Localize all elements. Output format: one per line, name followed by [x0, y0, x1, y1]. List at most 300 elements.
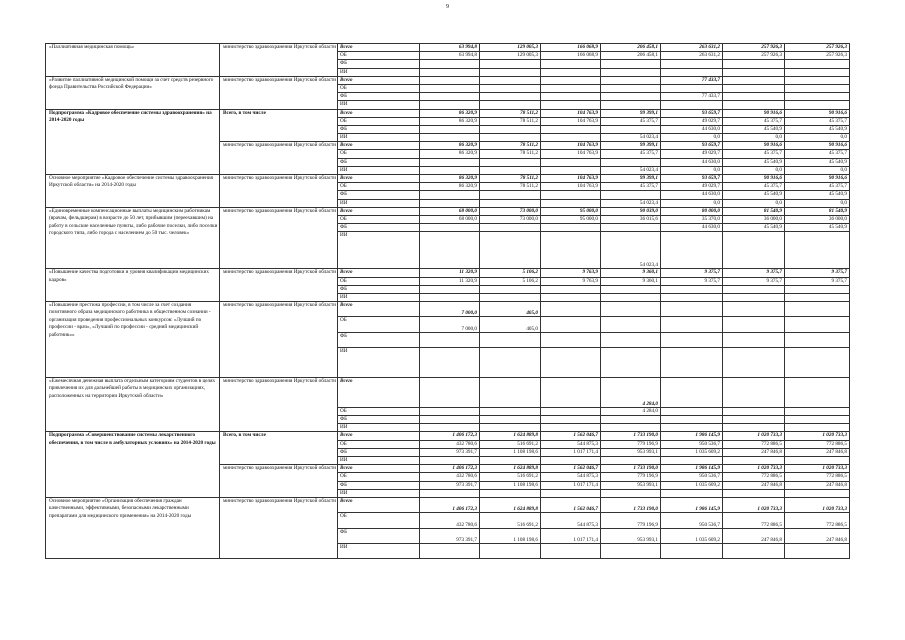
value-cell-year-2	[480, 378, 541, 408]
value-cell-year-6	[723, 84, 785, 92]
funding-source-cell: ФБ	[338, 158, 420, 166]
value-cell-year-4: 54 023,4	[601, 134, 661, 142]
funding-source-cell: ИИ	[338, 199, 420, 207]
value-cell-year-5: 263 631,2	[661, 52, 723, 60]
table-row	[46, 76, 850, 84]
value-cell-year-4: 779 196,9	[601, 473, 661, 481]
funding-source-cell: ФБ	[338, 332, 420, 347]
value-cell-year-5: 77 433,7	[661, 76, 723, 84]
table-row	[46, 302, 850, 317]
value-cell-year-1	[420, 456, 480, 464]
value-cell-year-7	[785, 101, 850, 109]
value-cell-year-1: 973 391,7	[420, 481, 480, 489]
table-row	[46, 109, 850, 117]
value-cell-year-7: 45 375,7	[785, 150, 850, 158]
value-cell-year-5: 80 000,0	[661, 207, 723, 215]
value-cell-year-4: 953 993,1	[601, 528, 661, 543]
value-cell-year-7: 1 020 733,3	[785, 432, 850, 440]
value-cell-year-4	[601, 285, 661, 293]
value-cell-year-3: 9 763,9	[541, 269, 601, 277]
activity-name-cell: Подпрограмма «Кадровое обеспечение системы здравоохранения» на 2014-2020 годы	[46, 109, 220, 175]
value-cell-year-1	[420, 285, 480, 293]
value-cell-year-1: 11 320,9	[420, 269, 480, 277]
value-cell-year-2	[480, 416, 541, 424]
value-cell-year-6: 0,0	[723, 199, 785, 207]
value-cell-year-3: 166 068,9	[541, 52, 601, 60]
table-row	[46, 432, 850, 440]
value-cell-year-5: 93 659,7	[661, 109, 723, 117]
funding-source-cell: ОБ	[338, 317, 420, 332]
value-cell-year-5: 44 630,0	[661, 125, 723, 133]
value-cell-year-1	[420, 60, 480, 68]
value-cell-year-2: 78 511,2	[480, 175, 541, 183]
value-cell-year-1	[420, 101, 480, 109]
value-cell-year-3	[541, 489, 601, 497]
value-cell-year-5: 950 536,7	[661, 473, 723, 481]
value-cell-year-4: 45 375,7	[601, 150, 661, 158]
value-cell-year-4	[601, 224, 661, 232]
funding-source-cell: ФБ	[338, 481, 420, 489]
value-cell-year-5: 49 029,7	[661, 150, 723, 158]
value-cell-year-6: 1 020 733,3	[723, 497, 785, 512]
value-cell-year-6: 772 886,5	[723, 513, 785, 528]
activity-name-cell: «Паллиативная медицинская помощь»	[46, 44, 220, 77]
value-cell-year-1: 63 994,8	[420, 52, 480, 60]
value-cell-year-5	[661, 348, 723, 378]
funding-source-cell: Всего	[338, 497, 420, 512]
value-cell-year-6	[723, 93, 785, 101]
value-cell-year-4: 953 993,1	[601, 481, 661, 489]
value-cell-year-4	[601, 302, 661, 317]
funding-source-cell: ОБ	[338, 150, 420, 158]
funding-source-cell: ОБ	[338, 117, 420, 125]
value-cell-year-1: 1 406 172,3	[420, 465, 480, 473]
table-row	[46, 44, 850, 52]
value-cell-year-1: 68 000,0	[420, 215, 480, 223]
value-cell-year-4: 54 023,4	[601, 199, 661, 207]
value-cell-year-4: 45 375,7	[601, 183, 661, 191]
value-cell-year-5	[661, 302, 723, 317]
value-cell-year-1	[420, 191, 480, 199]
value-cell-year-6: 772 886,5	[723, 440, 785, 448]
value-cell-year-7: 45 540,9	[785, 125, 850, 133]
responsible-cell: министерство здравоохранения Иркутской области	[220, 497, 338, 559]
funding-source-cell: ИИ	[338, 293, 420, 301]
value-cell-year-2	[480, 544, 541, 559]
value-cell-year-7	[785, 416, 850, 424]
value-cell-year-1	[420, 378, 480, 408]
value-cell-year-1: 973 391,7	[420, 528, 480, 543]
value-cell-year-3: 1 562 046,7	[541, 497, 601, 512]
value-cell-year-1: 7 000,0	[420, 317, 480, 332]
value-cell-year-3	[541, 166, 601, 174]
value-cell-year-7: 0,0	[785, 166, 850, 174]
value-cell-year-5	[661, 456, 723, 464]
value-cell-year-2	[480, 293, 541, 301]
responsible-cell: министерство здравоохранения Иркутской области	[220, 44, 338, 77]
value-cell-year-4: 54 023,4	[601, 166, 661, 174]
funding-source-cell: ФБ	[338, 93, 420, 101]
responsible-cell: министерство здравоохранения Иркутской области	[220, 465, 338, 498]
value-cell-year-4: 953 993,1	[601, 448, 661, 456]
value-cell-year-3	[541, 101, 601, 109]
value-cell-year-3: 1 562 046,7	[541, 465, 601, 473]
value-cell-year-2	[480, 332, 541, 347]
value-cell-year-5: 9 375,7	[661, 277, 723, 285]
value-cell-year-2	[480, 125, 541, 133]
value-cell-year-4	[601, 544, 661, 559]
value-cell-year-3: 1 017 171,4	[541, 448, 601, 456]
value-cell-year-6	[723, 489, 785, 497]
value-cell-year-5	[661, 68, 723, 76]
value-cell-year-1: 68 000,0	[420, 207, 480, 215]
funding-source-cell: ОБ	[338, 183, 420, 191]
value-cell-year-2	[480, 93, 541, 101]
value-cell-year-3	[541, 407, 601, 415]
value-cell-year-3: 104 763,9	[541, 142, 601, 150]
value-cell-year-1: 7 000,0	[420, 302, 480, 317]
value-cell-year-2	[480, 424, 541, 432]
value-cell-year-4: 99 399,1	[601, 142, 661, 150]
value-cell-year-5: 35 370,0	[661, 215, 723, 223]
value-cell-year-7: 772 886,5	[785, 440, 850, 448]
value-cell-year-7: 90 916,6	[785, 109, 850, 117]
value-cell-year-1	[420, 76, 480, 84]
value-cell-year-2	[480, 76, 541, 84]
value-cell-year-2: 78 511,2	[480, 109, 541, 117]
value-cell-year-2	[480, 199, 541, 207]
value-cell-year-2: 129 005,3	[480, 44, 541, 52]
funding-source-cell: ОБ	[338, 407, 420, 415]
value-cell-year-7: 1 020 733,3	[785, 497, 850, 512]
value-cell-year-6: 45 540,9	[723, 158, 785, 166]
value-cell-year-3	[541, 293, 601, 301]
funding-source-cell: ИИ	[338, 101, 420, 109]
value-cell-year-1	[420, 232, 480, 269]
value-cell-year-6: 772 886,5	[723, 473, 785, 481]
value-cell-year-4: 4 284,0	[601, 378, 661, 408]
value-cell-year-3	[541, 348, 601, 378]
value-cell-year-1	[420, 158, 480, 166]
value-cell-year-7	[785, 544, 850, 559]
value-cell-year-7	[785, 84, 850, 92]
activity-name-cell: «Повышение качества подготовки и уровня квалификации медицинских кадров»	[46, 269, 220, 302]
table-row	[46, 175, 850, 183]
value-cell-year-5: 93 659,7	[661, 142, 723, 150]
funding-source-cell: Всего	[338, 432, 420, 440]
funding-source-cell: ИИ	[338, 544, 420, 559]
funding-source-cell: ОБ	[338, 215, 420, 223]
value-cell-year-1	[420, 166, 480, 174]
responsible-cell: министерство здравоохранения Иркутской области	[220, 302, 338, 378]
budget-table-body	[46, 44, 850, 559]
activity-name-cell: «Ежемесячная денежная выплата отдельным категориям студентов в целях привлечения их для дальнейшей работы в медицинских организациях, расположенных на территории Иркутской области»	[46, 378, 220, 432]
value-cell-year-7: 0,0	[785, 134, 850, 142]
value-cell-year-3	[541, 302, 601, 317]
value-cell-year-5: 44 630,0	[661, 158, 723, 166]
value-cell-year-1	[420, 416, 480, 424]
value-cell-year-3	[541, 456, 601, 464]
value-cell-year-4	[601, 456, 661, 464]
funding-source-cell: ФБ	[338, 416, 420, 424]
value-cell-year-2: 405,0	[480, 302, 541, 317]
value-cell-year-3	[541, 191, 601, 199]
value-cell-year-7: 90 916,6	[785, 175, 850, 183]
value-cell-year-5: 77 433,7	[661, 93, 723, 101]
funding-source-cell: ОБ	[338, 473, 420, 481]
responsible-cell: министерство здравоохранения Иркутской области	[220, 207, 338, 269]
value-cell-year-5	[661, 332, 723, 347]
value-cell-year-4	[601, 293, 661, 301]
activity-name-cell: Подпрограмма «Совершенствование системы лекарственного обеспечения, в том числе в амбулаторных условиях» на 2014-2020 годы	[46, 432, 220, 498]
value-cell-year-5: 49 029,7	[661, 117, 723, 125]
value-cell-year-6: 45 540,9	[723, 125, 785, 133]
value-cell-year-2	[480, 191, 541, 199]
value-cell-year-6	[723, 378, 785, 408]
value-cell-year-4: 54 023,4	[601, 232, 661, 269]
value-cell-year-2	[480, 407, 541, 415]
value-cell-year-7	[785, 407, 850, 415]
value-cell-year-7: 247 846,8	[785, 528, 850, 543]
value-cell-year-6: 90 916,6	[723, 142, 785, 150]
value-cell-year-2	[480, 60, 541, 68]
value-cell-year-5	[661, 60, 723, 68]
value-cell-year-3: 1 017 171,4	[541, 528, 601, 543]
value-cell-year-6	[723, 302, 785, 317]
value-cell-year-5	[661, 407, 723, 415]
value-cell-year-1: 86 320,9	[420, 183, 480, 191]
value-cell-year-1	[420, 125, 480, 133]
value-cell-year-6	[723, 60, 785, 68]
value-cell-year-7: 247 846,8	[785, 481, 850, 489]
value-cell-year-7: 45 540,9	[785, 191, 850, 199]
value-cell-year-4	[601, 125, 661, 133]
value-cell-year-4: 99 399,1	[601, 109, 661, 117]
value-cell-year-7: 45 375,7	[785, 117, 850, 125]
value-cell-year-7	[785, 302, 850, 317]
value-cell-year-1: 1 406 172,3	[420, 432, 480, 440]
value-cell-year-1	[420, 424, 480, 432]
value-cell-year-2	[480, 285, 541, 293]
value-cell-year-1: 86 320,9	[420, 150, 480, 158]
value-cell-year-6	[723, 285, 785, 293]
table-row	[46, 378, 850, 408]
value-cell-year-5	[661, 416, 723, 424]
value-cell-year-6: 90 916,6	[723, 175, 785, 183]
value-cell-year-7: 247 846,8	[785, 448, 850, 456]
value-cell-year-6	[723, 407, 785, 415]
value-cell-year-3	[541, 199, 601, 207]
responsible-cell: министерство здравоохранения Иркутской области	[220, 175, 338, 208]
value-cell-year-4: 1 733 190,0	[601, 465, 661, 473]
value-cell-year-5: 9 375,7	[661, 269, 723, 277]
table-row	[46, 207, 850, 215]
value-cell-year-6: 9 375,7	[723, 269, 785, 277]
budget-table	[45, 43, 850, 559]
value-cell-year-1: 973 391,7	[420, 448, 480, 456]
value-cell-year-1	[420, 224, 480, 232]
value-cell-year-3: 544 875,3	[541, 513, 601, 528]
value-cell-year-1: 432 780,6	[420, 473, 480, 481]
value-cell-year-2: 1 108 198,6	[480, 481, 541, 489]
value-cell-year-3: 1 017 171,4	[541, 481, 601, 489]
value-cell-year-7: 0,0	[785, 199, 850, 207]
value-cell-year-1: 86 320,9	[420, 142, 480, 150]
value-cell-year-4	[601, 101, 661, 109]
value-cell-year-3	[541, 332, 601, 347]
funding-source-cell: ОБ	[338, 513, 420, 528]
value-cell-year-2	[480, 158, 541, 166]
value-cell-year-5: 1 986 145,9	[661, 432, 723, 440]
value-cell-year-2: 516 691,2	[480, 440, 541, 448]
value-cell-year-7	[785, 317, 850, 332]
value-cell-year-3	[541, 134, 601, 142]
value-cell-year-7: 9 375,7	[785, 269, 850, 277]
value-cell-year-3	[541, 158, 601, 166]
activity-name-cell: Основное мероприятие «Кадровое обеспечение системы здравоохранения Иркутской области» на 2014-2020 годы	[46, 175, 220, 208]
value-cell-year-6	[723, 332, 785, 347]
value-cell-year-4	[601, 60, 661, 68]
value-cell-year-6	[723, 317, 785, 332]
value-cell-year-6: 36 000,0	[723, 215, 785, 223]
funding-source-cell: Всего	[338, 378, 420, 408]
value-cell-year-4	[601, 68, 661, 76]
value-cell-year-6	[723, 232, 785, 269]
value-cell-year-6	[723, 456, 785, 464]
funding-source-cell: ИИ	[338, 348, 420, 378]
funding-source-cell: ИИ	[338, 424, 420, 432]
value-cell-year-3	[541, 76, 601, 84]
table-row	[46, 497, 850, 512]
value-cell-year-2	[480, 84, 541, 92]
value-cell-year-1: 432 780,6	[420, 440, 480, 448]
value-cell-year-2	[480, 232, 541, 269]
value-cell-year-1: 1 406 172,3	[420, 497, 480, 512]
value-cell-year-7	[785, 489, 850, 497]
value-cell-year-7: 45 540,9	[785, 224, 850, 232]
value-cell-year-2: 1 624 889,8	[480, 432, 541, 440]
funding-source-cell: Всего	[338, 109, 420, 117]
value-cell-year-6: 257 926,3	[723, 44, 785, 52]
value-cell-year-4: 206 458,1	[601, 52, 661, 60]
value-cell-year-6	[723, 76, 785, 84]
value-cell-year-4: 99 399,1	[601, 175, 661, 183]
value-cell-year-2	[480, 224, 541, 232]
value-cell-year-2	[480, 348, 541, 378]
responsible-cell: министерство здравоохранения Иркутской области	[220, 378, 338, 432]
value-cell-year-3: 104 763,9	[541, 150, 601, 158]
value-cell-year-5: 1 035 609,2	[661, 448, 723, 456]
value-cell-year-3: 1 562 046,7	[541, 432, 601, 440]
funding-source-cell: ФБ	[338, 125, 420, 133]
value-cell-year-7	[785, 348, 850, 378]
value-cell-year-3	[541, 125, 601, 133]
value-cell-year-6: 1 020 733,3	[723, 432, 785, 440]
funding-source-cell: Всего	[338, 269, 420, 277]
value-cell-year-6: 90 916,6	[723, 109, 785, 117]
value-cell-year-2: 78 511,2	[480, 117, 541, 125]
funding-source-cell: ФБ	[338, 285, 420, 293]
value-cell-year-7: 1 020 733,3	[785, 465, 850, 473]
value-cell-year-3	[541, 544, 601, 559]
value-cell-year-7: 9 375,7	[785, 277, 850, 285]
value-cell-year-7	[785, 60, 850, 68]
value-cell-year-4: 206 458,1	[601, 44, 661, 52]
value-cell-year-3: 104 763,9	[541, 117, 601, 125]
value-cell-year-4: 36 015,6	[601, 215, 661, 223]
value-cell-year-6: 257 926,3	[723, 52, 785, 60]
value-cell-year-5	[661, 317, 723, 332]
value-cell-year-1: 432 780,6	[420, 513, 480, 528]
value-cell-year-4: 1 733 190,0	[601, 432, 661, 440]
value-cell-year-6: 45 375,7	[723, 150, 785, 158]
value-cell-year-5: 44 630,0	[661, 224, 723, 232]
value-cell-year-3	[541, 285, 601, 293]
funding-source-cell: ФБ	[338, 448, 420, 456]
value-cell-year-5: 1 986 145,9	[661, 497, 723, 512]
value-cell-year-1	[420, 293, 480, 301]
value-cell-year-2: 73 000,0	[480, 207, 541, 215]
funding-source-cell: Всего	[338, 142, 420, 150]
value-cell-year-4	[601, 489, 661, 497]
value-cell-year-5: 950 536,7	[661, 513, 723, 528]
value-cell-year-3	[541, 93, 601, 101]
value-cell-year-3: 104 763,9	[541, 183, 601, 191]
funding-source-cell: ФБ	[338, 528, 420, 543]
value-cell-year-4	[601, 424, 661, 432]
value-cell-year-7: 772 886,5	[785, 473, 850, 481]
value-cell-year-6: 45 540,9	[723, 191, 785, 199]
value-cell-year-7: 45 540,9	[785, 158, 850, 166]
value-cell-year-3: 544 875,3	[541, 473, 601, 481]
funding-source-cell: ИИ	[338, 166, 420, 174]
value-cell-year-7: 257 926,3	[785, 44, 850, 52]
value-cell-year-6: 0,0	[723, 134, 785, 142]
value-cell-year-6: 1 020 733,3	[723, 465, 785, 473]
value-cell-year-5	[661, 101, 723, 109]
value-cell-year-2: 5 106,2	[480, 269, 541, 277]
funding-source-cell: ОБ	[338, 84, 420, 92]
value-cell-year-7	[785, 293, 850, 301]
funding-source-cell: ОБ	[338, 440, 420, 448]
activity-name-cell: Основное мероприятие «Организация обеспечения граждан качественными, эффективными, безопасными лекарственными препаратами для медицинского применения» на 2014-2020 годы	[46, 497, 220, 559]
value-cell-year-3	[541, 68, 601, 76]
value-cell-year-7: 90 916,6	[785, 142, 850, 150]
value-cell-year-6	[723, 424, 785, 432]
value-cell-year-1	[420, 489, 480, 497]
value-cell-year-2: 78 511,2	[480, 142, 541, 150]
value-cell-year-2: 1 108 198,6	[480, 448, 541, 456]
value-cell-year-2: 516 691,2	[480, 513, 541, 528]
value-cell-year-2: 129 005,3	[480, 52, 541, 60]
value-cell-year-4	[601, 84, 661, 92]
value-cell-year-4: 779 196,9	[601, 440, 661, 448]
responsible-cell: министерство здравоохранения Иркутской области	[220, 269, 338, 302]
value-cell-year-2	[480, 489, 541, 497]
value-cell-year-6	[723, 416, 785, 424]
funding-source-cell: Всего	[338, 76, 420, 84]
value-cell-year-4	[601, 191, 661, 199]
value-cell-year-7	[785, 76, 850, 84]
value-cell-year-6	[723, 68, 785, 76]
value-cell-year-4: 4 284,0	[601, 407, 661, 415]
value-cell-year-4	[601, 348, 661, 378]
value-cell-year-1	[420, 544, 480, 559]
value-cell-year-3: 95 000,0	[541, 215, 601, 223]
value-cell-year-1	[420, 199, 480, 207]
value-cell-year-6	[723, 544, 785, 559]
responsible-cell: Всего, в том числе	[220, 432, 338, 465]
